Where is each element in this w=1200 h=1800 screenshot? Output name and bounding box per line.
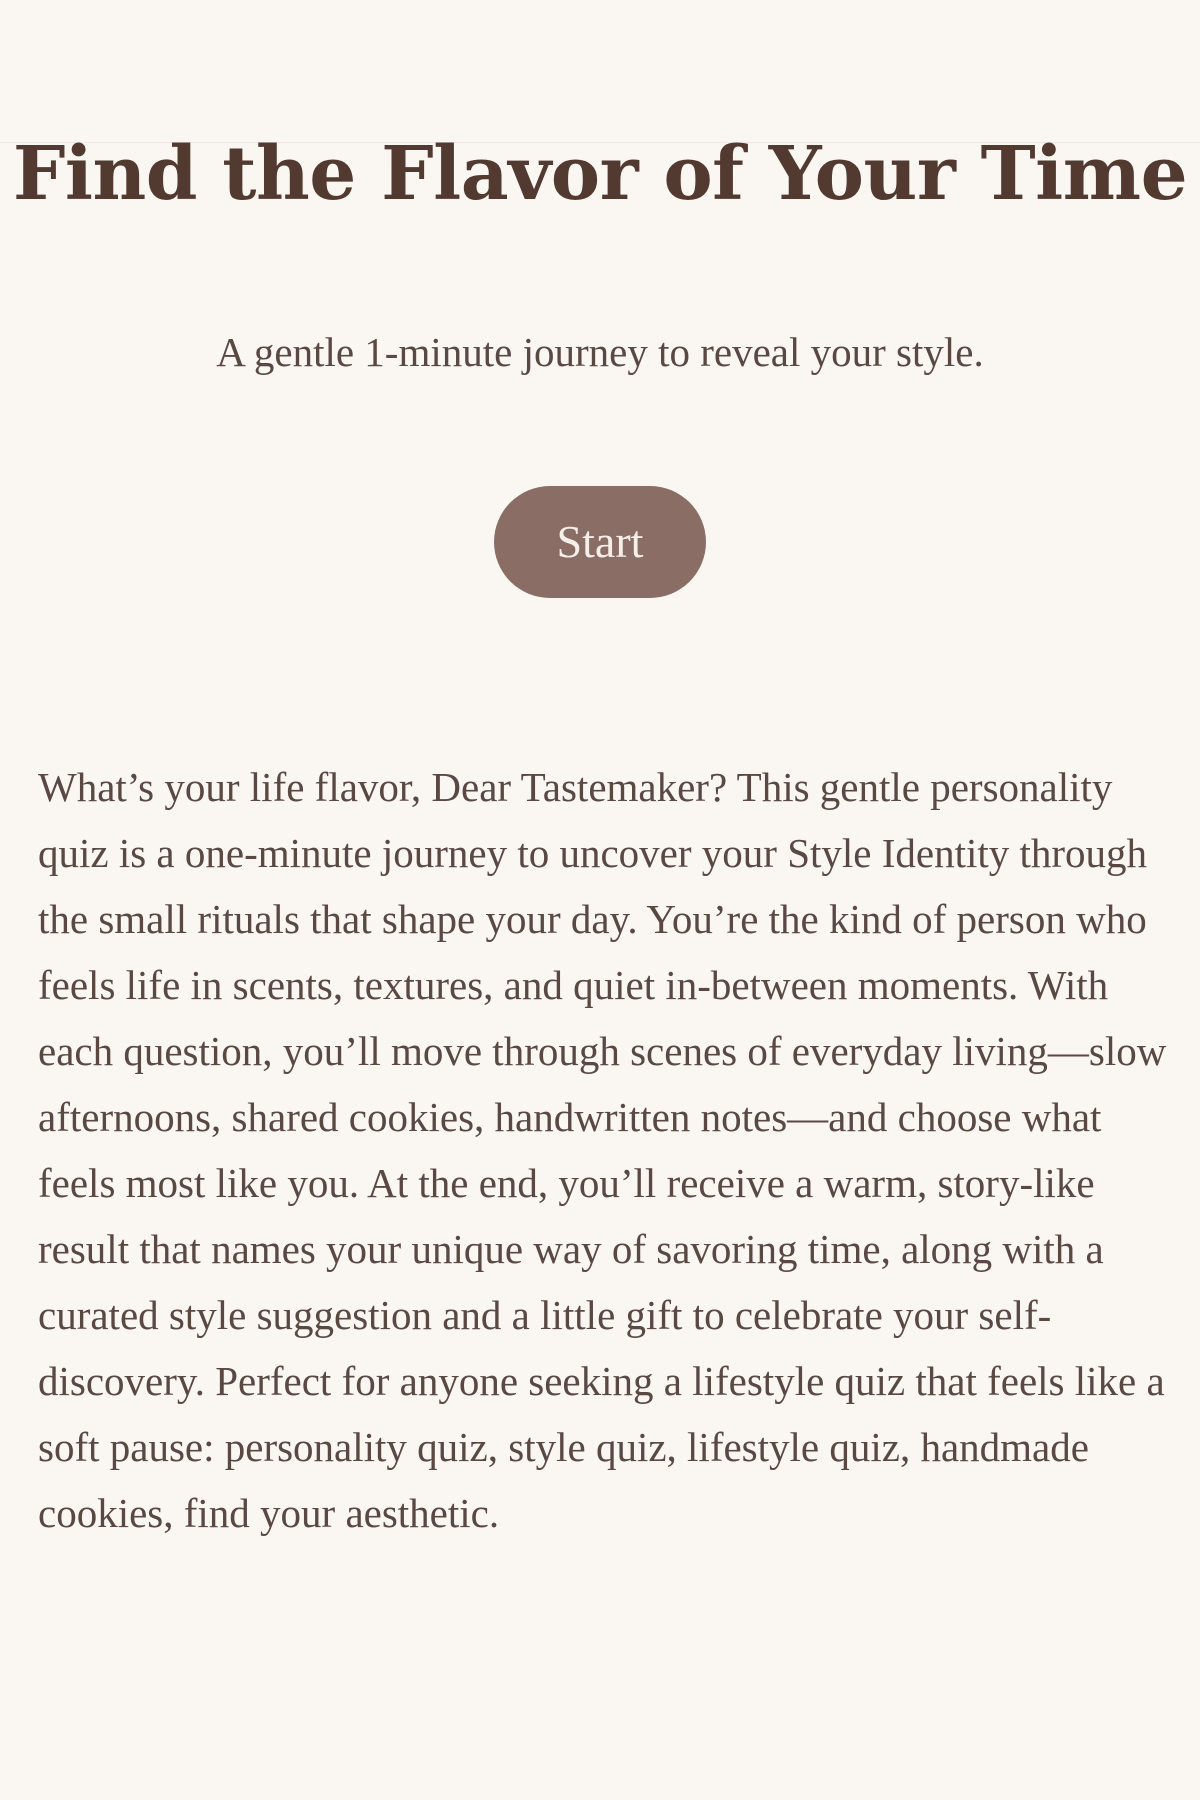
description-text: What’s your life flavor, Dear Tastemaker? This gentle personality quiz is a one-minute journey to uncover your Style Identity through the small rituals that shape your day. You’re the kind of person who feels life in scents, textures, and quiet in-between moments. With each question, you’ll move through scenes of everyday living—slow afternoons, shared cookies, handwritten notes—and choose what feels most like you. At the end, you’ll receive a warm, story-like result that names your unique way of savoring time, along with a curated style suggestion and a little gift to celebrate your self-discovery. Perfect for anyone seeking a lifestyle quiz that feels like a soft pause: personality quiz, style quiz, lifestyle quiz, handmade cookies, find your aesthetic. xyxy=(38,764,1167,1536)
start-button[interactable]: Start xyxy=(494,486,706,598)
page-subtitle: A gentle 1-minute journey to reveal your style. xyxy=(216,329,984,375)
page-title: Find the Flavor of Your Time xyxy=(12,131,1188,217)
